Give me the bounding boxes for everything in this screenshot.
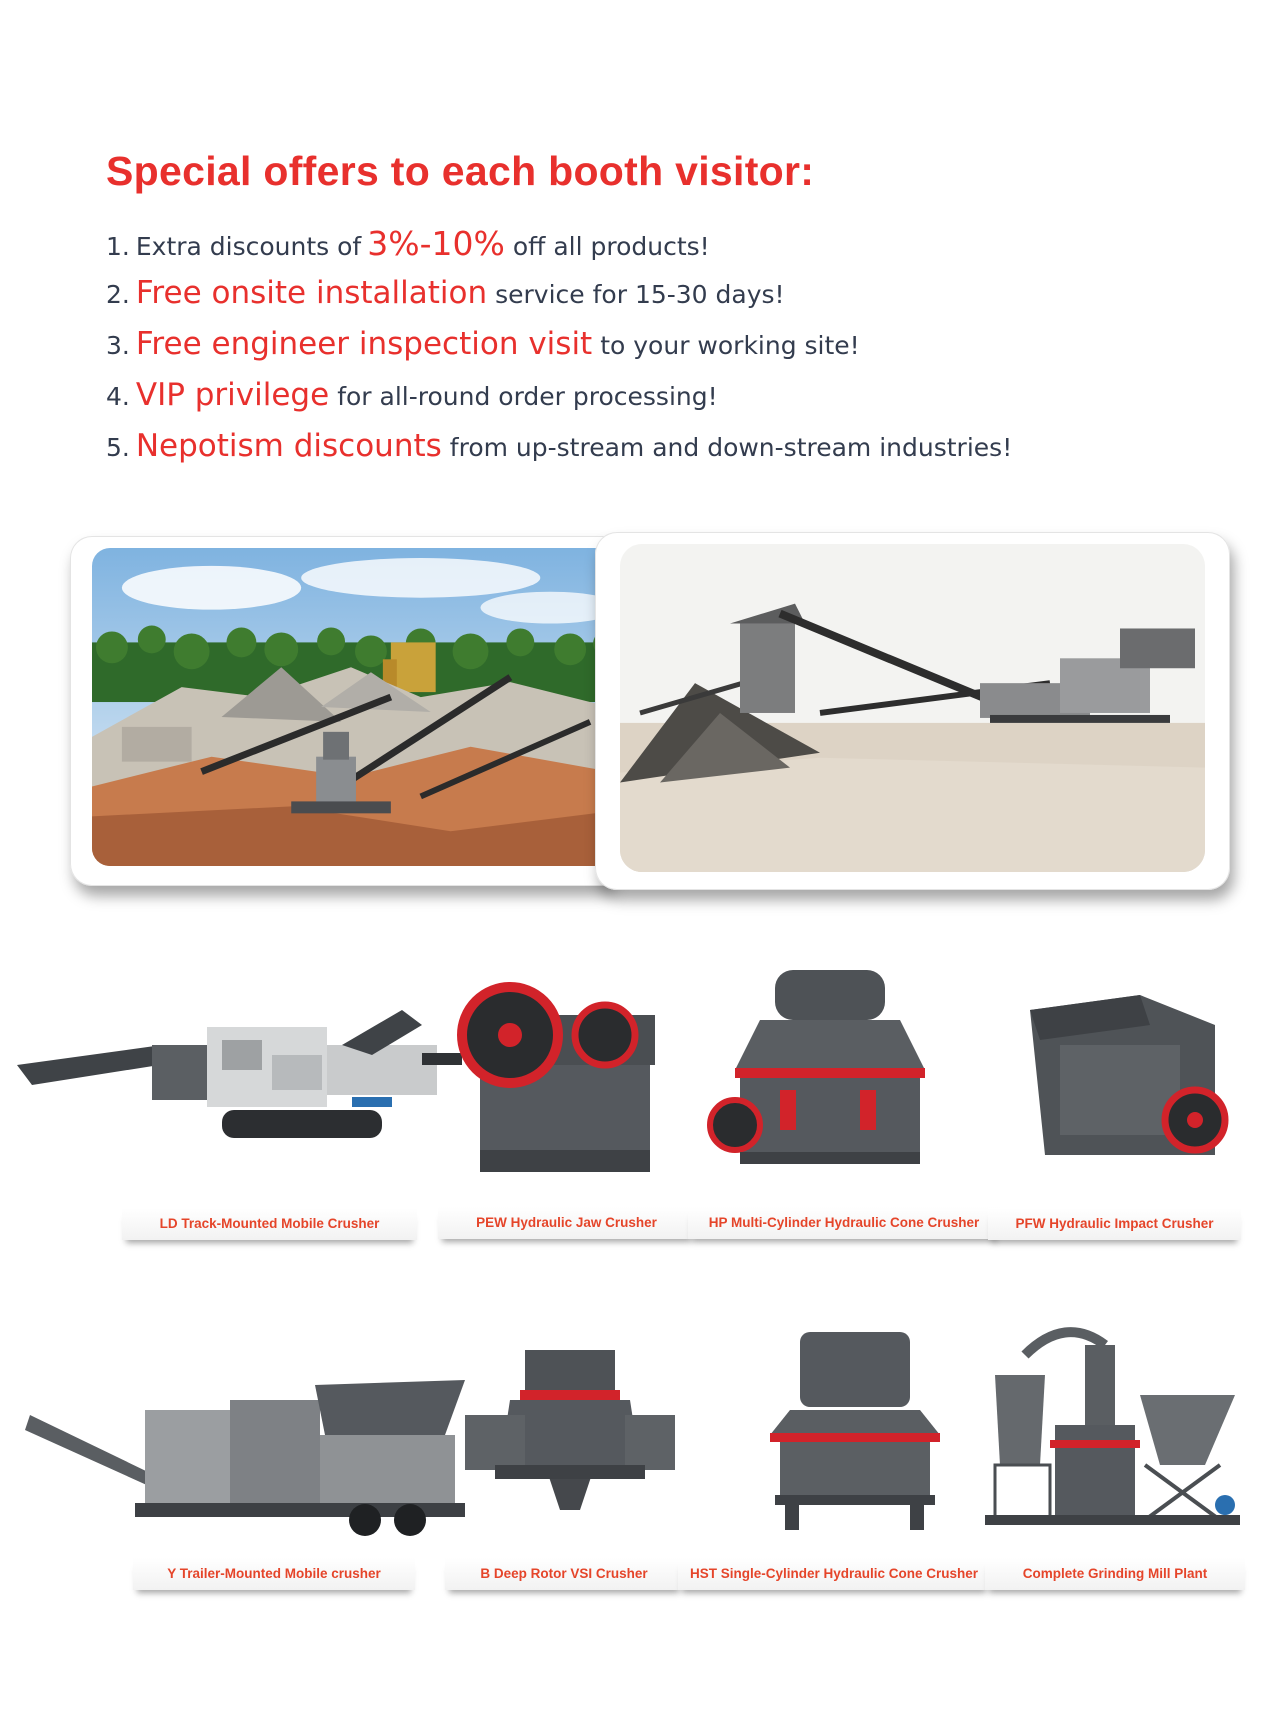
mobile-crushing-line-photo xyxy=(620,544,1205,872)
crushing-plant-photo-card xyxy=(70,536,610,886)
offer-text: service for 15-30 days! xyxy=(495,280,785,309)
product-complete-grinding-mill-plant xyxy=(985,1315,1240,1595)
offer-highlight: Free engineer inspection visit xyxy=(135,326,593,362)
offer-number: 3. xyxy=(106,331,130,360)
product-label: PFW Hydraulic Impact Crusher xyxy=(988,1208,1241,1240)
grinding-mill-plant-image xyxy=(985,1315,1240,1540)
impact-crusher-image xyxy=(1000,985,1240,1175)
offer-number: 1. xyxy=(106,232,130,261)
product-y-trailer-mounted-mobile-crusher xyxy=(25,1375,480,1595)
product-hp-multi-cylinder-hydraulic-cone-crusher xyxy=(680,960,980,1245)
crushing-plant-photo xyxy=(92,548,610,866)
product-ld-track-mounted-mobile-crusher xyxy=(12,985,472,1245)
page-title: Special offers to each booth visitor: xyxy=(106,148,815,194)
offer-text: Extra discounts of xyxy=(135,232,362,261)
vsi-crusher-image xyxy=(465,1345,680,1530)
offer-number: 4. xyxy=(106,382,130,411)
offer-highlight: 3%-10% xyxy=(367,224,505,263)
offer-highlight: VIP privilege xyxy=(135,377,330,413)
offer-text: for all-round order processing! xyxy=(337,382,718,411)
offer-number: 2. xyxy=(106,280,130,309)
product-b-deep-rotor-vsi-crusher xyxy=(465,1345,680,1595)
trailer-mobile-crusher-image xyxy=(25,1375,480,1540)
offer-item xyxy=(106,428,1012,479)
offer-highlight: Free onsite installation xyxy=(135,275,488,311)
product-label: Y Trailer-Mounted Mobile crusher xyxy=(133,1558,415,1590)
product-pfw-hydraulic-impact-crusher xyxy=(1000,985,1240,1245)
offer-item xyxy=(106,224,1012,275)
product-label: PEW Hydraulic Jaw Crusher xyxy=(438,1207,695,1239)
single-cylinder-cone-crusher-image xyxy=(680,1330,985,1535)
offer-number: 5. xyxy=(106,433,130,462)
product-hst-single-cylinder-hydraulic-cone-crusher xyxy=(680,1330,985,1595)
offer-text: from up-stream and down-stream industries! xyxy=(449,433,1013,462)
track-mobile-crusher-image xyxy=(12,985,472,1185)
product-label: HST Single-Cylinder Hydraulic Cone Crusher xyxy=(678,1558,990,1590)
product-pew-hydraulic-jaw-crusher xyxy=(440,960,675,1245)
product-label: LD Track-Mounted Mobile Crusher xyxy=(122,1208,417,1240)
offer-highlight: Nepotism discounts xyxy=(135,428,442,464)
offer-item xyxy=(106,275,1012,326)
offer-text: to your working site! xyxy=(600,331,860,360)
multi-cylinder-cone-crusher-image xyxy=(680,960,980,1185)
product-label: B Deep Rotor VSI Crusher xyxy=(445,1558,683,1590)
offer-item xyxy=(106,377,1012,428)
mobile-crushing-line-photo-card xyxy=(595,532,1230,890)
product-label: Complete Grinding Mill Plant xyxy=(985,1558,1245,1590)
product-label: HP Multi-Cylinder Hydraulic Cone Crusher xyxy=(688,1207,1000,1239)
offer-item xyxy=(106,326,1012,377)
jaw-crusher-image xyxy=(440,960,675,1185)
offer-text: off all products! xyxy=(512,232,710,261)
offer-list xyxy=(106,224,1012,479)
